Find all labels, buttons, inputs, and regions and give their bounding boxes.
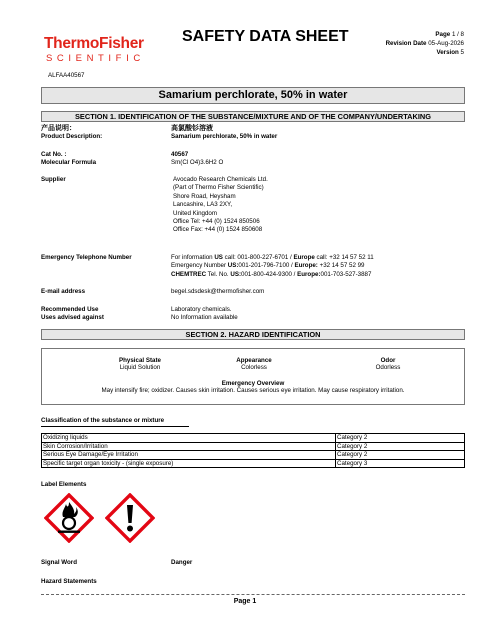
cat-no-value: 40567 [171, 151, 189, 158]
product-desc-value: Samarium perchlorate, 50% in water [171, 133, 278, 140]
table-row [42, 434, 465, 443]
exclamation-mark-icon [105, 493, 155, 543]
supplier-address [173, 176, 268, 235]
logo-scientific: SCIENTIFIC [46, 53, 145, 64]
supplier-label: Supplier [41, 176, 66, 183]
page-label: Page [435, 31, 451, 38]
odor-label: Odor [380, 357, 396, 364]
signal-word-label: Signal Word [41, 559, 77, 566]
hazard-category: Category 3 [336, 459, 465, 468]
document-meta [386, 30, 464, 57]
hazard-statements-heading: Hazard Statements [41, 578, 97, 585]
revision-label: Revision Date [385, 40, 427, 47]
emergency-label: Emergency Telephone Number [41, 254, 132, 261]
appearance [194, 357, 314, 371]
hazard-class: Oxidizing liquids [42, 434, 336, 443]
odor [328, 357, 448, 371]
hazard-overview-box [41, 348, 465, 405]
supplier-line: United Kingdom [173, 209, 218, 217]
section-1-header: SECTION 1. IDENTIFICATION OF THE SUBSTANCE/MIXTURE AND OF THE COMPANY/UNDERTAKING [41, 111, 465, 122]
document-id: ALFAA40567 [48, 72, 85, 79]
emergency-line-3: CHEMTREC Tel. No. US:001-800-424-9300 / Europe:001-703-527-3887 [171, 270, 372, 278]
supplier-line: (Part of Thermo Fisher Scientific) [173, 184, 264, 192]
version-value: 5 [460, 49, 464, 56]
emergency-line-2: Emergency Number US:001-201-796-7100 / Europe: +32 14 57 52 99 [171, 262, 365, 270]
odor-value: Odorless [375, 364, 401, 371]
product-name-bar: Samarium perchlorate, 50% in water [41, 87, 465, 104]
page-value: 1 / 8 [451, 31, 464, 38]
hazard-category: Category 2 [336, 434, 465, 443]
supplier-line: Office Tel: +44 (0) 1524 850506 [173, 218, 260, 226]
appearance-label: Appearance [236, 357, 272, 364]
hazard-class: Serious Eye Damage/Eye Irritation [42, 451, 336, 460]
table-row [42, 459, 465, 468]
footer-divider [41, 594, 465, 595]
emergency-overview-text: May intensify fire; oxidizer. Causes skin irritation. Causes serious eye irritation. May cause respiratory irritation. [101, 387, 405, 394]
uses-advised-against-label: Uses advised against [41, 314, 104, 321]
logo-thermofisher: ThermoFisher [44, 35, 144, 52]
formula-value: Sm(Cl O4)3.6H2 O [171, 159, 224, 166]
appearance-value: Colorless [241, 364, 267, 371]
cn-label: 产品说明： [41, 125, 76, 132]
supplier-line: Lancashire, LA3 2XY, [173, 201, 233, 209]
signal-word-value: Danger [171, 559, 193, 566]
emergency-overview-label: Emergency Overview [221, 380, 285, 387]
document-title: SAFETY DATA SHEET [182, 28, 349, 45]
table-row [42, 442, 465, 451]
cn-value: 高氯酸钐溶液 [171, 125, 213, 132]
hazard-category: Category 2 [336, 451, 465, 460]
label-elements-heading: Label Elements [41, 481, 87, 488]
email-value[interactable]: begel.sdsdesk@thermofisher.com [171, 288, 265, 295]
hazard-class: Specific target organ toxicity - (single exposure) [42, 459, 336, 468]
classification-heading: Classification of the substance or mixture [41, 417, 165, 424]
product-desc-label: Product Description: [41, 133, 103, 140]
classification-table [41, 433, 465, 468]
supplier-line: Office Fax: +44 (0) 1524 850608 [173, 226, 263, 234]
revision-value: 05-Aug-2026 [428, 40, 464, 47]
footer-page-number: Page 1 [233, 598, 257, 605]
physical-state-value: Liquid Solution [119, 364, 161, 371]
emergency-line-1: For information US call: 001-800-227-6701 / Europe call: +32 14 57 52 11 [171, 254, 374, 261]
uses-advised-against-value: No Information available [171, 314, 238, 321]
supplier-line: Avocado Research Chemicals Ltd. [173, 176, 268, 183]
cat-no-label: Cat No. : [41, 151, 67, 158]
supplier-line: Shore Road, Heysham [173, 192, 236, 200]
physical-state [80, 357, 200, 371]
recommended-use-label: Recommended Use [41, 306, 99, 313]
flame-over-circle-icon [44, 493, 94, 543]
version-label: Version [436, 49, 459, 56]
emergency-numbers [171, 254, 374, 279]
section-2-header: SECTION 2. HAZARD IDENTIFICATION [41, 329, 465, 340]
hazard-category: Category 2 [336, 442, 465, 451]
classification-underline [41, 426, 189, 427]
table-row [42, 451, 465, 460]
formula-label: Molecular Formula [41, 159, 97, 166]
email-label: E-mail address [41, 288, 86, 295]
emergency-overview [42, 380, 464, 394]
recommended-use-value: Laboratory chemicals. [171, 306, 232, 313]
physical-state-label: Physical State [119, 357, 161, 364]
hazard-class: Skin Corrosion/Irritation [42, 442, 336, 451]
